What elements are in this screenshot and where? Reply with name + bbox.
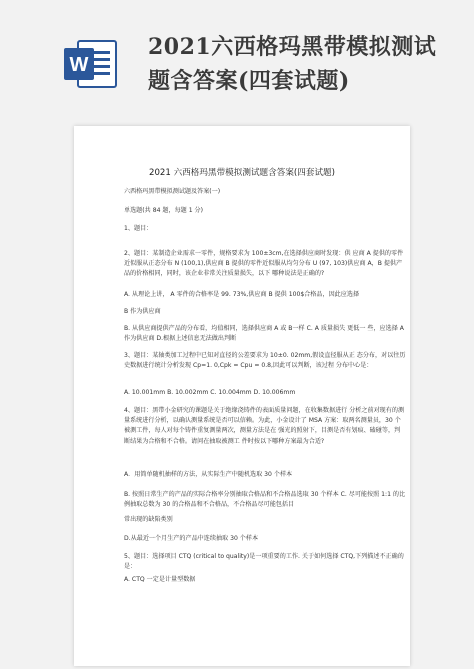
page-header: [0, 0, 474, 120]
question-4-option-b: B. 按照日常生产的产品的实际合格率分别抽取合格品和不合格品选取 30 个样本 C. 尽可能按照 1:1 的比例抽取总数为 30 的合格品和不合格品，不合格品尽可能包括目: [124, 491, 406, 509]
question-3-options: A. 10.001mm B. 10.002mm C. 10.004mm D. 10.006mm: [124, 389, 296, 396]
question-2: 2、题目：某制造企业需求一零件，规格要求为 100±3cm,在选择供应商时发现：供 应商 A 提供的零件近似服从正态分布 N (100,1),供应商 B 提供的零件近似服从均匀分布 U (97, 103)供应商 A，B 提供产品的价格相同，同时，该企业非常关注质量损失，以下 哪种说法是正确的?: [124, 250, 404, 278]
question-5: 5、题目：选择项目 CTQ (critical to quality)是一项重要的工作. 关于如何选择 CTQ,下列描述不正确的是：: [124, 553, 404, 571]
svg-text:W: W: [69, 54, 89, 76]
question-5-option-a: A. CTQ 一定是计量型数据: [124, 576, 196, 583]
question-2-option-b: B. 从供应商提供产品的分布看，均值相同，选择供应商 A 或 B一样 C. A 质量损失 更低一 些，应选择 A 作为供应商 D.根据上述信息无法做出判断: [124, 325, 404, 343]
question-2-option-a: A. 从理论上讲， A 零件的合格率是 99. 73%,供应商 B 提供 100$合格品，因此应选择: [124, 291, 360, 298]
question-4-option-a: A．用简单随机抽样的方法，从实际生产中随机选取 30 个样本: [124, 471, 293, 478]
section-heading: 单选题(共 84 题，每题 1 分): [124, 207, 203, 214]
header-title: 2021六西格玛黑带模拟测试题含答案(四套试题): [148, 34, 437, 94]
question-1: 1、题目：: [124, 225, 153, 232]
document-page: [74, 126, 410, 666]
question-4: 4、题目：黑带小金研究的课题是关于绝缘浇铸件的表面质量问题，在收集数据进行 分析之前对现有的测量系统进行分析，以确认测量系统是否可以信赖。为此，小金设计了 MSA 方案：取两名测量员，30 个被测工件，每人对每个铸件重复测量两次，测量方法是在 强光的照射下，目测是否有划痕、磕碰等，判断结果为合格和不合格。请问在抽取被测工 件时按以下哪种方案最为合适?: [124, 407, 405, 445]
question-4-option-b-cont: 常出现的缺陷类别: [124, 516, 173, 523]
question-4-option-d: D.从最近一个月生产的产品中连续抽取 30 个样本: [124, 535, 259, 542]
document-title: 2021 六西格玛黑带模拟测试题含答案(四套试题): [149, 168, 335, 178]
document-subtitle: 六西格玛黑带模拟测试题及答案(一): [124, 188, 221, 195]
question-2-option-a-cont: B 作为供应商: [124, 308, 161, 315]
question-3: 3、题目：某轴类加工过程中已知对直径的公差要求为 10±0. 02mm,假设直径服从正 态分布，对以往历史数据进行统计分析发现 Cp=1. 0,Cpk = Cpu = 0.8,因此可以判断，该过程 分布中心是：: [124, 352, 406, 370]
word-document-icon: [62, 36, 118, 92]
